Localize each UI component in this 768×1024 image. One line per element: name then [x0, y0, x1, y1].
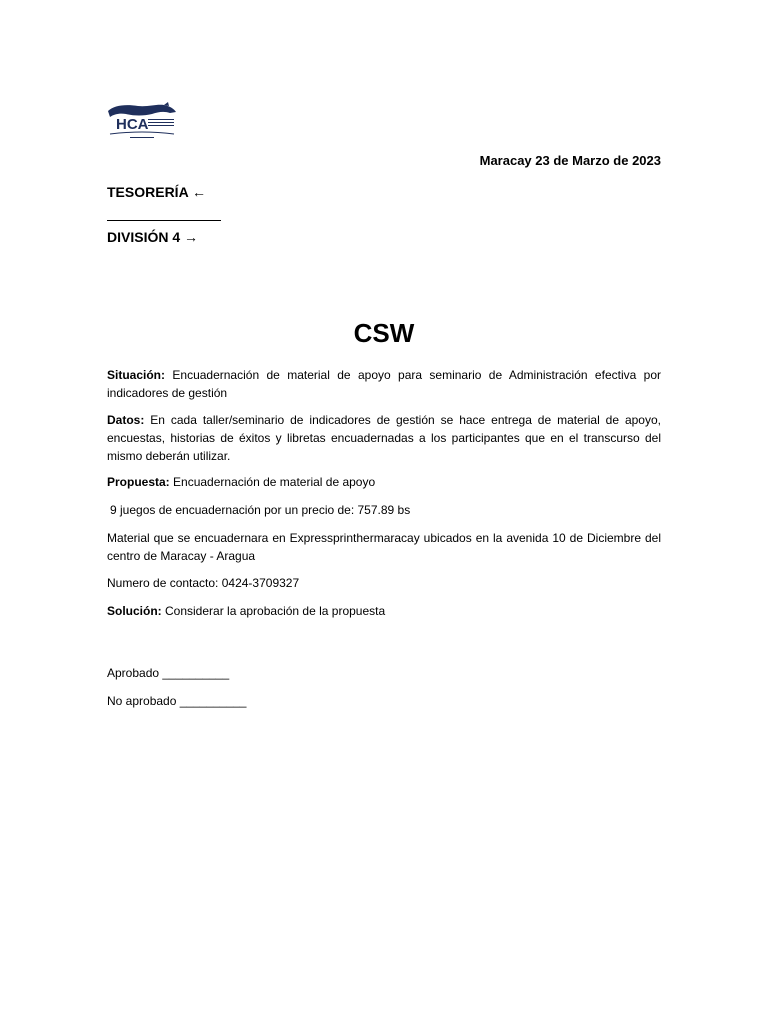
section-datos — [107, 411, 661, 465]
solucion-label: Solución: — [107, 604, 162, 618]
section-solucion — [107, 602, 661, 620]
solucion-text: Considerar la aprobación de la propuesta — [161, 604, 386, 618]
situacion-text: Encuadernación de material de apoyo para seminario de Administración efectiva por indicadores de gestión — [107, 368, 661, 400]
not-approved-line: No aprobado __________ — [107, 694, 247, 708]
hca-logo — [104, 101, 180, 145]
routing-line-division: DIVISIÓN 4 → — [107, 229, 199, 245]
approved-line: Aprobado __________ — [107, 666, 230, 680]
situacion-label: Situación: — [107, 368, 166, 382]
section-situacion — [107, 366, 661, 402]
datos-text: En cada taller/seminario de indicadores de gestión se hace entrega de material de apoyo, encuestas, historias de éxitos y libretas encuadernadas a los participantes que en el transcurso del mismo deberán utilizar. — [107, 413, 661, 463]
routing-line-tesoreria: TESORERÍA ← — [107, 184, 207, 200]
material-line: Material que se encuadernara en Expressprinthermaracay ubicados en la avenida 10 de Diciembre del centro de Maracay - Aragua — [107, 531, 661, 563]
panther-logo-icon — [104, 101, 180, 145]
propuesta-text: Encuadernación de material de apoyo — [169, 475, 376, 489]
svg-text:HCA: HCA — [116, 116, 149, 133]
document-date: Maracay 23 de Marzo de 2023 — [479, 153, 661, 168]
price-line: 9 juegos de encuadernación por un precio de: 757.89 bs — [110, 503, 411, 517]
propuesta-label: Propuesta: — [107, 475, 170, 489]
contact-line: Numero de contacto: 0424-3709327 — [107, 576, 300, 590]
section-propuesta — [107, 473, 661, 491]
document-title: CSW — [353, 318, 415, 348]
routing-divider — [107, 220, 221, 221]
datos-label: Datos: — [107, 413, 145, 427]
